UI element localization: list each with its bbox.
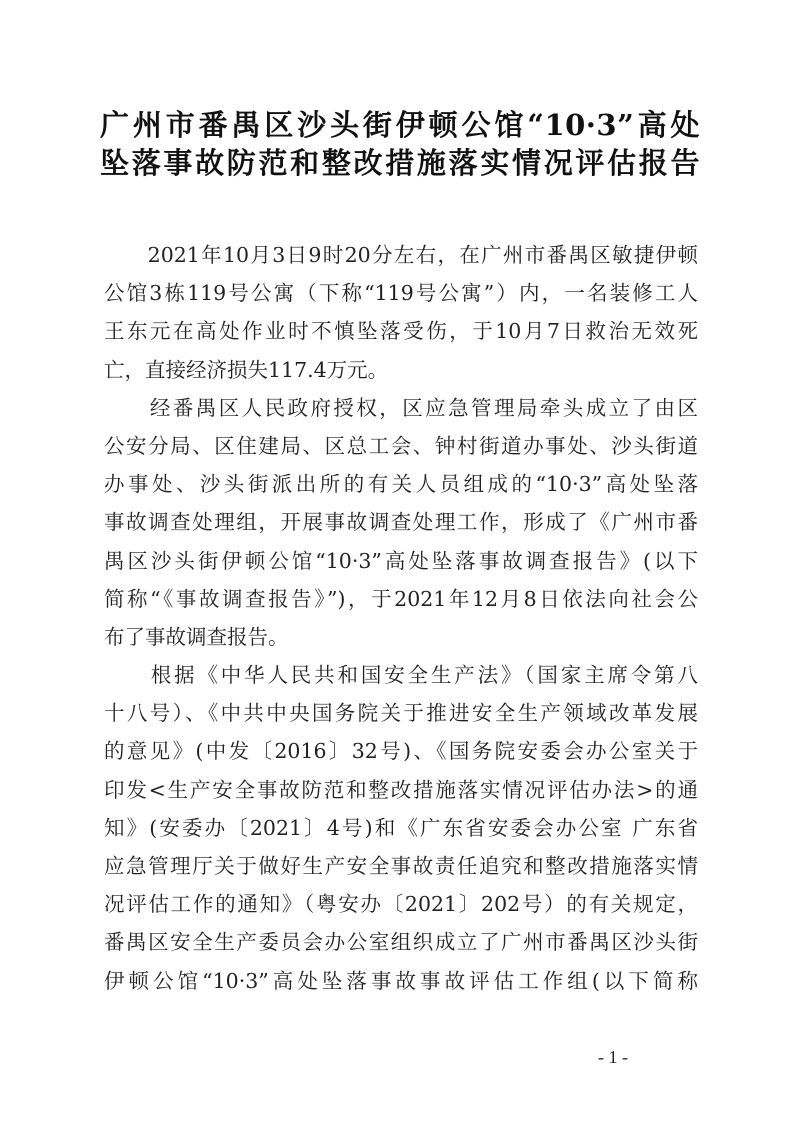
text-line: 事故调查处理组，开展事故调查处理工作，形成了《广州市番 [104,510,698,535]
text-line: 况评估工作的通知》（粤安办〔2021〕202号）的有关规定， [104,892,698,917]
text-line: 印发<生产安全事故防范和整改措施落实情况评估办法>的通 [104,777,698,802]
text-line: 办事处、沙头街派出所的有关人员组成的“10·3”高处坠落 [104,472,698,497]
page-number: - 1 - [598,1047,628,1067]
paragraph-incident-summary [104,236,698,389]
text-line: 2021年10月3日9时20分左右，在广州市番禺区敏捷伊顿 [104,243,698,267]
text-line: 十八号）、《中共中央国务院关于推进安全生产领域改革发展 [104,701,698,726]
text-line: 简称“《事故调查报告》”)，于2021年12月8日依法向社会公 [104,586,698,611]
text-line: 应急管理厅关于做好生产安全事故责任追究和整改措施落实情 [104,854,698,878]
text-line: 亡，直接经济损失117.4万元。 [104,357,389,382]
title-line-1: 广州市番禺区沙头街伊顿公馆“10·3”高处 [100,108,700,142]
text-line: 的意见》(中发〔2016〕32号)、《国务院安委会办公室关于 [104,739,698,764]
text-line: 经番禺区人民政府授权，区应急管理局牵头成立了由区 [104,395,698,420]
text-line: 王东元在高处作业时不慎坠落受伤，于10月7日救治无效死 [104,319,698,344]
document-body [104,236,698,1000]
paragraph-legal-basis [104,656,698,1000]
text-line: 知》(安委办〔2021〕4号)和《广东省安委会办公室 广东省 [104,815,698,840]
title-line-2: 坠落事故防范和整改措施落实情况评估报告 [100,146,700,181]
text-line: 公馆3栋119号公寓（下称“119号公寓”）内，一名装修工人 [104,281,698,306]
text-line: 番禺区安全生产委员会办公室组织成立了广州市番禺区沙头街 [104,930,698,955]
document-title [100,104,700,180]
text-line: 公安分局、区住建局、区总工会、钟村街道办事处、沙头街道 [104,433,698,458]
text-line: 布了事故调查报告。 [104,624,289,649]
text-line: 根据《中华人民共和国安全生产法》（国家主席令第八 [104,663,698,688]
text-line: 禺区沙头街伊顿公馆“10·3”高处坠落事故调查报告》(以下 [104,548,698,573]
text-line: 伊顿公馆“10·3”高处坠落事故事故评估工作组(以下简称 [104,968,698,993]
paragraph-investigation [104,389,698,656]
